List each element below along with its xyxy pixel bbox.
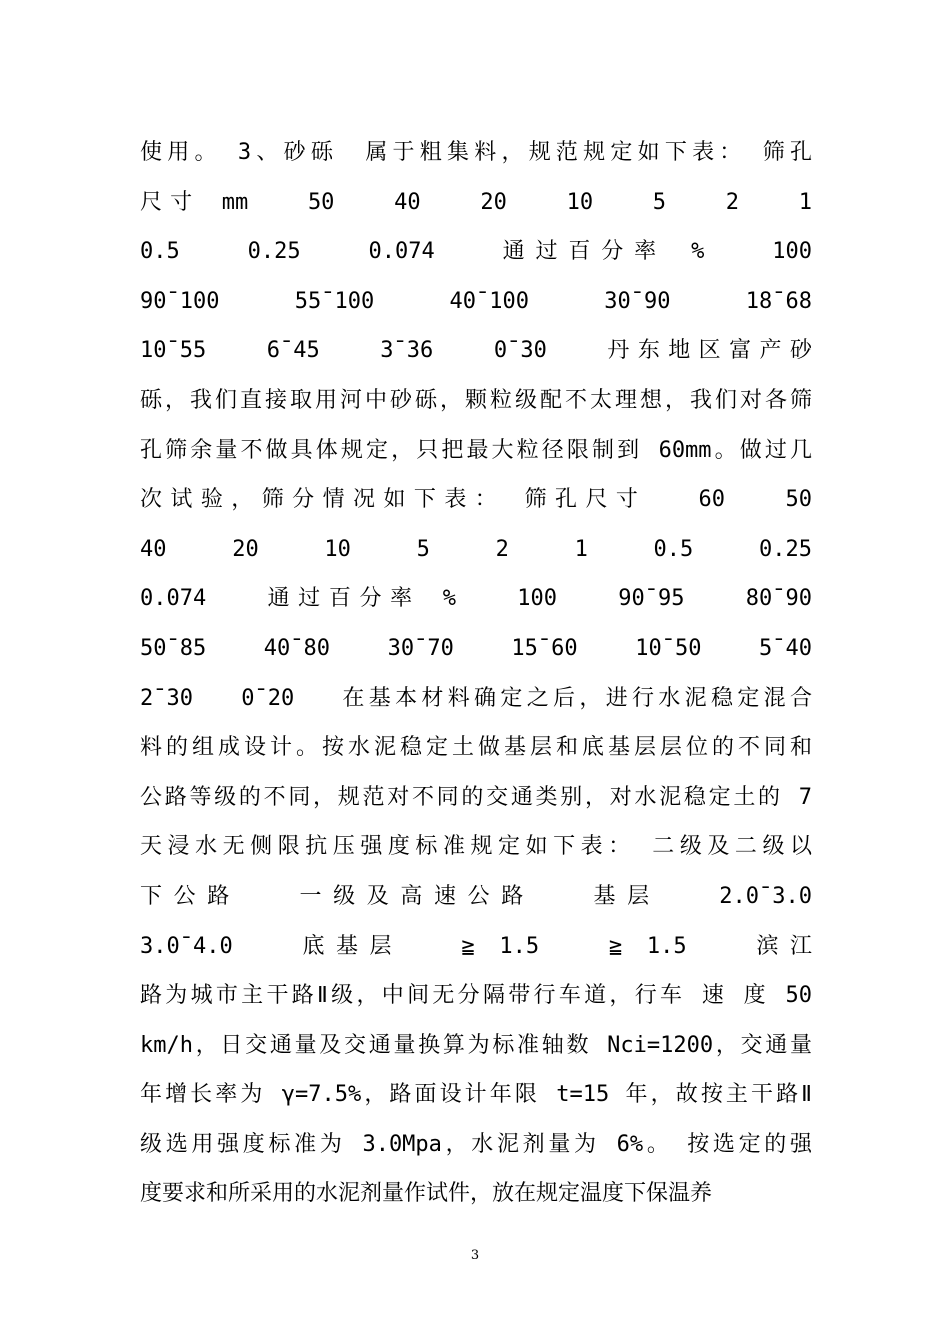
text-line: 0.5 0.25 0.074 通过百分率 % 100 — [140, 239, 812, 265]
text-line: 级选用强度标准为 3.0Mpa，水泥剂量为 6%。 按选定的强 — [140, 1131, 812, 1157]
text-line: 3.0¯4.0 底基层 ≧ 1.5 ≧ 1.5 滨江 — [140, 933, 812, 959]
text-line: 公路等级的不同，规范对不同的交通类别，对水泥稳定土的 7 — [140, 784, 812, 810]
text-line: 40 20 10 5 2 1 0.5 0.25 — [140, 536, 812, 562]
text-line: 度要求和所采用的水泥剂量作试件，放在规定温度下保温养 — [140, 1181, 713, 1207]
text-line: 砾，我们直接取用河中砂砾，颗粒级配不太理想，我们对各筛 — [140, 387, 812, 413]
text-line: 50¯85 40¯80 30¯70 15¯60 10¯50 5¯40 — [140, 635, 812, 661]
text-line: 90¯100 55¯100 40¯100 30¯90 18¯68 — [140, 288, 812, 314]
text-line: 次试验，筛分情况如下表： 筛孔尺寸 60 50 — [140, 487, 812, 513]
text-line: 料的组成设计。按水泥稳定土做基层和底基层层位的不同和 — [140, 735, 812, 761]
text-line: 路为城市主干路Ⅱ级，中间无分隔带行车道，行车 速 度 50 — [140, 983, 812, 1009]
text-line: 尺寸 mm 50 40 20 10 5 2 1 — [140, 189, 812, 215]
text-line: 孔筛余量不做具体规定，只把最大粒径限制到 60mm。做过几 — [140, 437, 812, 463]
text-line: km/h，日交通量及交通量换算为标准轴数 Nci=1200，交通量 — [140, 1032, 812, 1058]
text-line: 2¯30 0¯20 在基本材料确定之后，进行水泥稳定混合 — [140, 685, 812, 711]
text-line: 下公路 一级及高速公路 基层 2.0¯3.0 — [140, 883, 812, 909]
text-line: 0.074 通过百分率 % 100 90¯95 80¯90 — [140, 586, 812, 612]
text-line: 年增长率为 γ=7.5%，路面设计年限 t=15 年，故按主干路Ⅱ — [140, 1082, 812, 1108]
text-line: 10¯55 6¯45 3¯36 0¯30 丹东地区富产砂 — [140, 338, 812, 364]
body-text — [140, 128, 812, 1219]
text-line: 天浸水无侧限抗压强度标准规定如下表： 二级及二级以 — [140, 834, 812, 860]
page-number: 3 — [470, 1248, 480, 1263]
text-line: 使用。 3、砂砾 属于粗集料，规范规定如下表： 筛孔 — [140, 140, 812, 165]
